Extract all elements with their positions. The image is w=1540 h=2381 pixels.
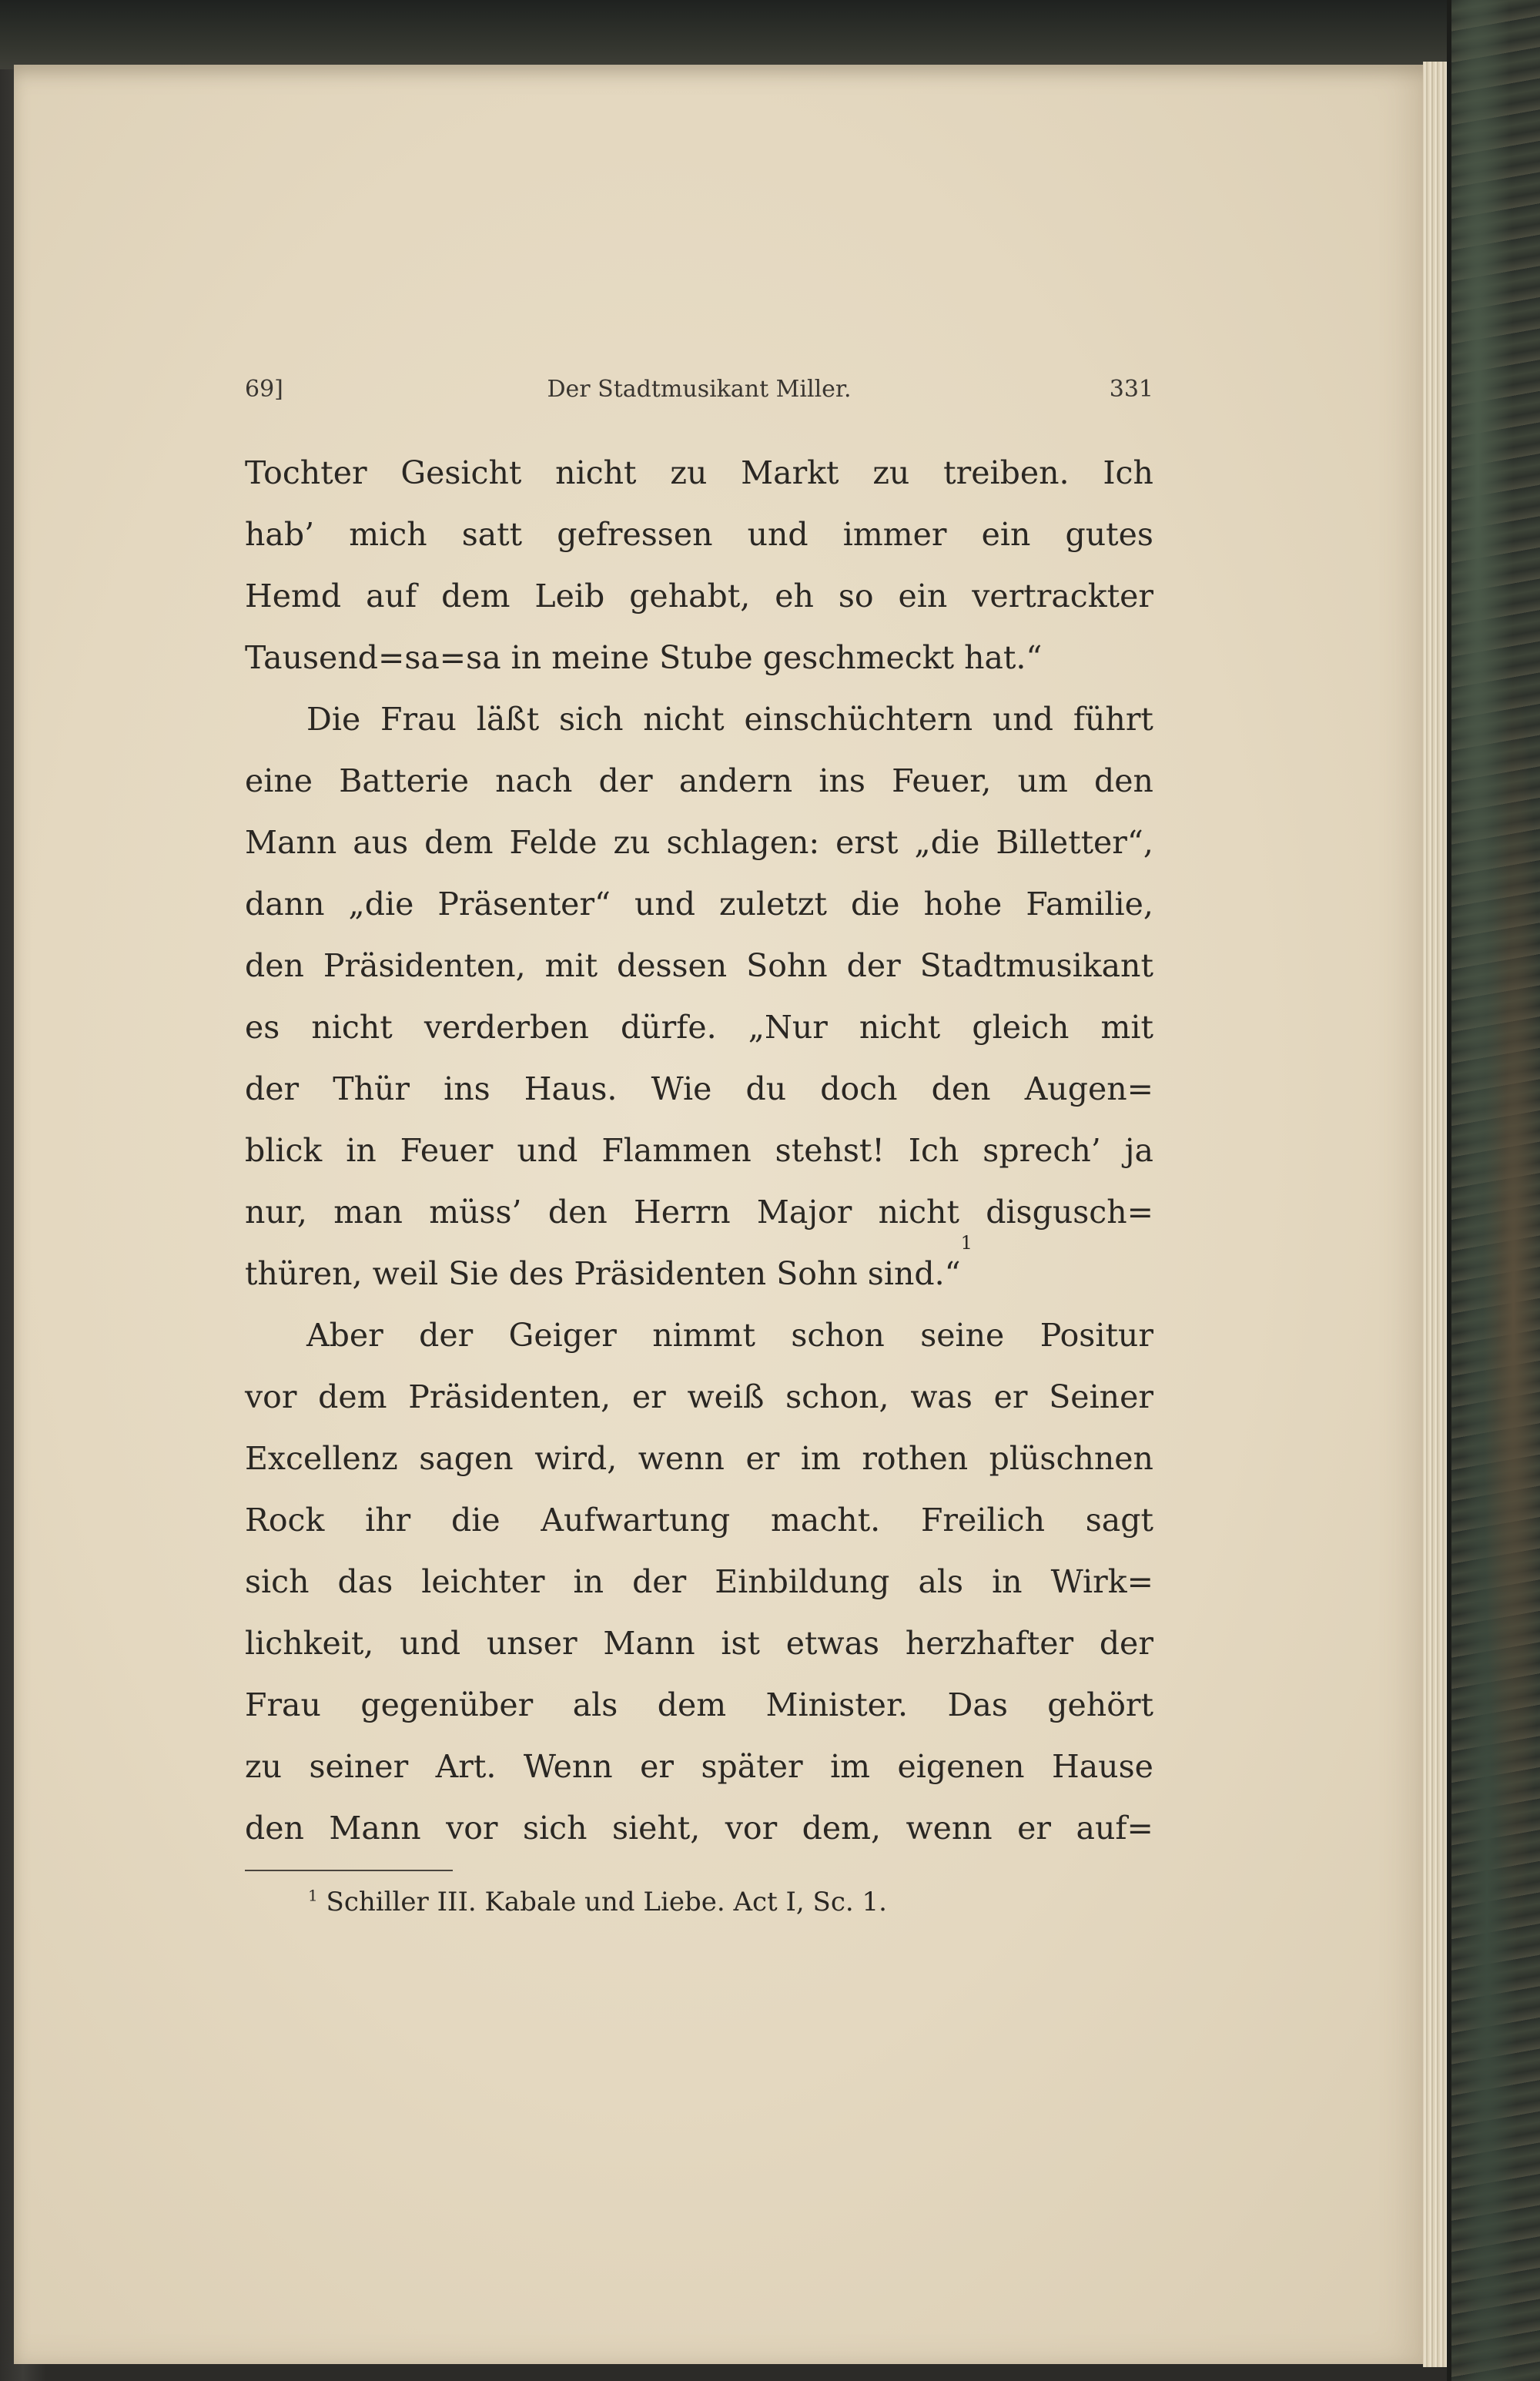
word: Familie, xyxy=(1026,886,1153,923)
word: Thür xyxy=(333,1070,410,1107)
word: zu xyxy=(872,454,910,491)
word: lichkeit, xyxy=(245,1625,374,1662)
word: sieht, xyxy=(611,1810,701,1847)
word: der xyxy=(245,1070,300,1107)
word: Wirk= xyxy=(1050,1563,1153,1600)
word: er xyxy=(1017,1810,1052,1847)
word: Rock xyxy=(245,1502,325,1539)
word: gleich xyxy=(972,1009,1070,1046)
word: ins xyxy=(444,1070,490,1107)
word: sprech’ xyxy=(983,1132,1101,1169)
word: dann xyxy=(245,886,325,923)
word: etwas xyxy=(785,1625,880,1662)
word: sich xyxy=(558,701,624,738)
word: schon, xyxy=(785,1378,889,1415)
word: Minister. xyxy=(765,1686,909,1723)
text-line xyxy=(245,750,1153,812)
word: nur, xyxy=(245,1194,307,1231)
word: ja xyxy=(1124,1132,1153,1169)
word: sich xyxy=(522,1810,588,1847)
word: so xyxy=(838,578,874,615)
word: nimmt xyxy=(652,1317,755,1354)
word: den xyxy=(245,1810,304,1847)
word: Feuer xyxy=(400,1132,494,1169)
word: das xyxy=(337,1563,393,1600)
word: später xyxy=(701,1748,803,1785)
word: in xyxy=(346,1132,377,1169)
marbled-cover xyxy=(1447,0,1540,2381)
word: den xyxy=(931,1070,991,1107)
text-line: Tausend=sa=sa in meine Stube geschmeckt hat.“ xyxy=(245,639,1043,676)
footnote-divider xyxy=(245,1870,453,1871)
word: zuletzt xyxy=(719,886,827,923)
word: läßt xyxy=(476,701,540,738)
running-title: Der Stadtmusikant Miller. xyxy=(547,376,852,403)
word: ihr xyxy=(365,1502,411,1539)
word: seine xyxy=(920,1317,1005,1354)
word: nicht xyxy=(878,1194,959,1231)
word: als xyxy=(572,1686,618,1723)
word: gefressen xyxy=(557,516,713,553)
text-line xyxy=(245,1304,1153,1366)
text-line xyxy=(245,1058,1153,1120)
text-line xyxy=(245,1797,1153,1859)
word: zu xyxy=(670,454,708,491)
word: Felde xyxy=(509,824,598,861)
body-text xyxy=(245,442,1153,1859)
word: der xyxy=(1099,1625,1153,1662)
word: Batterie xyxy=(339,762,469,799)
word: sagt xyxy=(1085,1502,1153,1539)
word: rothen xyxy=(862,1440,969,1477)
word: als xyxy=(918,1563,964,1600)
word: Tochter xyxy=(245,454,367,491)
footnote xyxy=(308,1887,887,1917)
word: und xyxy=(400,1625,461,1662)
word: müss’ xyxy=(429,1194,522,1231)
word: führt xyxy=(1073,701,1153,738)
word: seiner xyxy=(309,1748,409,1785)
footnote-reference: 1 xyxy=(960,1232,973,1254)
word: ein xyxy=(981,516,1031,553)
word: Präsidenten, xyxy=(323,947,526,984)
word: Positur xyxy=(1040,1317,1153,1354)
word: Excellenz xyxy=(245,1440,398,1477)
word: wenn xyxy=(906,1810,993,1847)
word: und xyxy=(747,516,808,553)
word: verderben xyxy=(424,1009,589,1046)
word: stehst! xyxy=(775,1132,885,1169)
word: auf= xyxy=(1076,1810,1153,1847)
text-line xyxy=(245,1428,1153,1489)
footnote-text: Schiller III. Kabale und Liebe. Act I, Sc. 1. xyxy=(326,1887,887,1917)
word: Haus. xyxy=(524,1070,618,1107)
word: satt xyxy=(461,516,523,553)
word: man xyxy=(333,1194,403,1231)
word: unser xyxy=(486,1625,578,1662)
word: Leib xyxy=(534,578,605,615)
word: eine xyxy=(245,762,313,799)
word: hohe xyxy=(923,886,1003,923)
word: vor xyxy=(446,1810,498,1847)
text-line xyxy=(245,1181,1153,1243)
word: eigenen xyxy=(897,1748,1025,1785)
word: einschüchtern xyxy=(744,701,973,738)
word: Major xyxy=(756,1194,852,1231)
word: leichter xyxy=(421,1563,545,1600)
word: nicht xyxy=(643,701,725,738)
word: Wie xyxy=(651,1070,712,1107)
word: Aber xyxy=(306,1317,383,1354)
word: „Nur xyxy=(748,1009,828,1046)
word: Feuer, xyxy=(892,762,992,799)
word: Markt xyxy=(741,454,839,491)
word: plüschnen xyxy=(989,1440,1153,1477)
word: dürfe. xyxy=(620,1009,717,1046)
word: Das xyxy=(947,1686,1008,1723)
word: Stadtmusikant xyxy=(919,947,1153,984)
word: er xyxy=(631,1378,666,1415)
word: Herrn xyxy=(634,1194,731,1231)
word: gehabt, xyxy=(629,578,751,615)
word: Seiner xyxy=(1049,1378,1153,1415)
word: die xyxy=(451,1502,500,1539)
word: aus xyxy=(353,824,409,861)
text-line xyxy=(245,1736,1153,1797)
text-line xyxy=(245,565,1153,627)
word: dessen xyxy=(616,947,728,984)
word: Die xyxy=(306,701,361,738)
word: „die xyxy=(348,886,414,923)
word: Frau xyxy=(380,701,457,738)
page-number: 331 xyxy=(1109,376,1153,403)
text-line xyxy=(245,812,1153,873)
word: Flammen xyxy=(601,1132,752,1169)
word: disgusch= xyxy=(986,1194,1153,1231)
word: sich xyxy=(245,1563,310,1600)
text-line xyxy=(245,1674,1153,1736)
word: Mann xyxy=(603,1625,695,1662)
word: den xyxy=(547,1194,608,1231)
word: Art. xyxy=(435,1748,497,1785)
word: und xyxy=(634,886,696,923)
word: mich xyxy=(349,516,427,553)
word: dem xyxy=(318,1378,387,1415)
word: gutes xyxy=(1065,516,1153,553)
word: zu xyxy=(245,1748,283,1785)
word: doch xyxy=(820,1070,898,1107)
text-line xyxy=(245,873,1153,935)
word: er xyxy=(993,1378,1028,1415)
word: gehört xyxy=(1047,1686,1153,1723)
word: er xyxy=(745,1440,780,1477)
word: ins xyxy=(819,762,865,799)
word: um xyxy=(1017,762,1068,799)
word: erst xyxy=(835,824,899,861)
word: und xyxy=(517,1132,578,1169)
word: andern xyxy=(678,762,793,799)
word: Präsenter“ xyxy=(437,886,611,923)
word: was xyxy=(910,1378,973,1415)
word: nicht xyxy=(859,1009,941,1046)
word: Sohn xyxy=(746,947,828,984)
word: mit xyxy=(544,947,598,984)
word: du xyxy=(745,1070,787,1107)
word: im xyxy=(800,1440,841,1477)
word: sagen xyxy=(419,1440,514,1477)
word: Präsidenten, xyxy=(408,1378,611,1415)
word: wird, xyxy=(534,1440,618,1477)
word: er xyxy=(640,1748,675,1785)
word: wenn xyxy=(638,1440,725,1477)
text-line xyxy=(245,1366,1153,1428)
word: macht. xyxy=(771,1502,881,1539)
text-line-with-footnote-ref xyxy=(245,1232,1153,1304)
text-line xyxy=(245,504,1153,565)
word: Freilich xyxy=(920,1502,1045,1539)
word: Frau xyxy=(245,1686,321,1723)
word: herzhafter xyxy=(905,1625,1074,1662)
word: Ich xyxy=(908,1132,959,1169)
word: Mann xyxy=(329,1810,421,1847)
word: dem xyxy=(657,1686,727,1723)
word: treiben. xyxy=(943,454,1070,491)
word: hab’ xyxy=(245,516,315,553)
word: dem xyxy=(424,824,494,861)
word: Wenn xyxy=(523,1748,613,1785)
word: der xyxy=(419,1317,474,1354)
word: der xyxy=(598,762,653,799)
word: den xyxy=(1094,762,1153,799)
word: mit xyxy=(1100,1009,1153,1046)
word: gegenüber xyxy=(360,1686,534,1723)
word: Aufwartung xyxy=(541,1502,731,1539)
word: es xyxy=(245,1009,280,1046)
word: nicht xyxy=(555,454,637,491)
word: vor xyxy=(245,1378,297,1415)
word: der xyxy=(632,1563,687,1600)
text-line xyxy=(245,1120,1153,1181)
word: blick xyxy=(245,1132,323,1169)
text-line xyxy=(245,442,1153,504)
word: nicht xyxy=(311,1009,393,1046)
word: und xyxy=(992,701,1054,738)
word: Billetter“, xyxy=(996,824,1153,861)
word: Ich xyxy=(1103,454,1153,491)
word: die xyxy=(850,886,900,923)
word: in xyxy=(573,1563,604,1600)
text-line xyxy=(245,1489,1153,1551)
word: vor xyxy=(725,1810,778,1847)
text-line xyxy=(245,1612,1153,1674)
word: Hemd xyxy=(245,578,342,615)
word: Augen= xyxy=(1024,1070,1153,1107)
word: Mann xyxy=(245,824,337,861)
word: dem, xyxy=(802,1810,882,1847)
word: vertrackter xyxy=(972,578,1153,615)
scanner-top-edge xyxy=(0,0,1540,69)
footnote-marker: 1 xyxy=(308,1886,318,1905)
word: Gesicht xyxy=(400,454,522,491)
word: nach xyxy=(495,762,573,799)
word: schlagen: xyxy=(666,824,820,861)
running-head xyxy=(245,376,1153,413)
section-marker: 69] xyxy=(245,376,283,403)
text-line xyxy=(245,688,1153,750)
text-line: thüren, weil Sie des Präsidenten Sohn sind.“ xyxy=(245,1255,961,1292)
word: ist xyxy=(721,1625,760,1662)
text-line xyxy=(245,935,1153,996)
word: eh xyxy=(775,578,814,615)
word: den xyxy=(245,947,304,984)
word: ein xyxy=(898,578,948,615)
word: schon xyxy=(791,1317,885,1354)
text-line xyxy=(245,996,1153,1058)
word: Hause xyxy=(1051,1748,1153,1785)
word: zu xyxy=(613,824,651,861)
word: dem xyxy=(441,578,511,615)
word: Einbildung xyxy=(715,1563,890,1600)
word: „die xyxy=(914,824,980,861)
word: immer xyxy=(842,516,947,553)
word: weiß xyxy=(687,1378,765,1415)
text-line xyxy=(245,1551,1153,1612)
word: auf xyxy=(366,578,417,615)
word: im xyxy=(830,1748,871,1785)
word: Geiger xyxy=(508,1317,617,1354)
word: in xyxy=(992,1563,1023,1600)
word: der xyxy=(846,947,901,984)
